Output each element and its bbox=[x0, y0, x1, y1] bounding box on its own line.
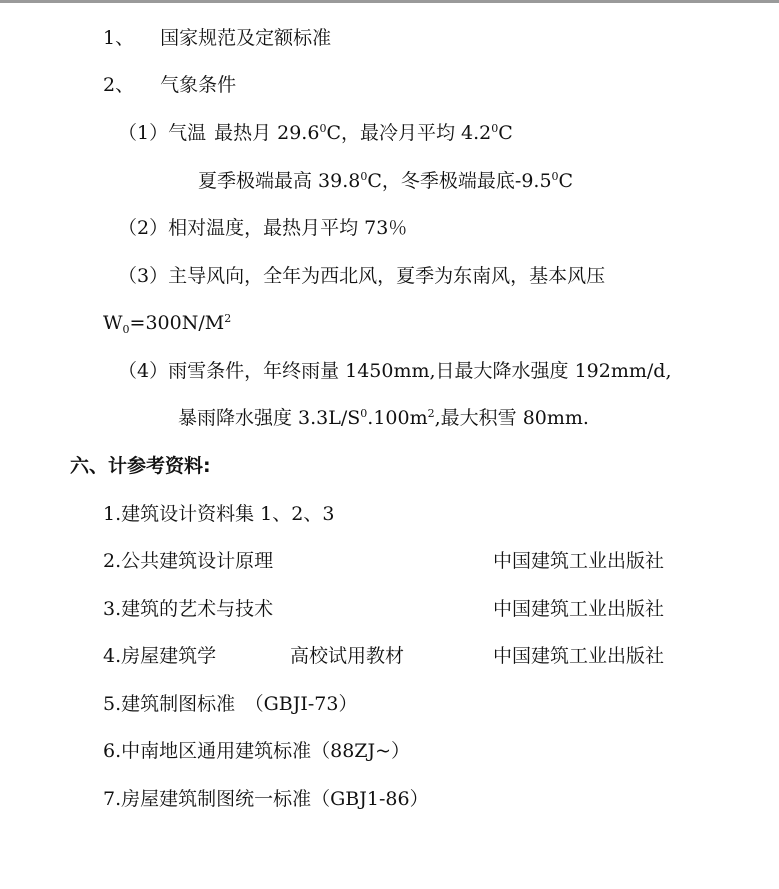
weather-wind: （3）主导风向，全年为西北风，夏季为东南风，基本风压 bbox=[118, 265, 606, 287]
reference-5: 5.建筑制图标准 （GBJI-73） bbox=[103, 693, 358, 715]
reference-3-publisher: 中国建筑工业出版社 bbox=[493, 598, 665, 620]
reference-4: 4.房屋建筑学 bbox=[103, 645, 217, 667]
reference-1: 1.建筑设计资料集 1、2、3 bbox=[103, 503, 335, 525]
reference-3: 3.建筑的艺术与技术 bbox=[103, 598, 274, 620]
weather-humidity: （2）相对温度，最热月平均 73％ bbox=[118, 217, 408, 239]
item-1-text: 国家规范及定额标准 bbox=[160, 27, 332, 49]
item-2-number: 2、 bbox=[103, 74, 135, 96]
temperature-label: （1）气温 bbox=[118, 122, 207, 144]
reference-4-note: 高校试用教材 bbox=[290, 645, 405, 667]
weather-wind-pressure: $W_0=300N/M^2$ bbox=[103, 312, 232, 336]
reference-2-publisher: 中国建筑工业出版社 bbox=[493, 550, 665, 572]
weather-rainstorm: 暴雨降水强度 $3.3L/S^0.100m^2$,最大积雪 80mm. bbox=[178, 407, 589, 429]
reference-2: 2.公共建筑设计原理 bbox=[103, 550, 274, 572]
reference-4-publisher: 中国建筑工业出版社 bbox=[493, 645, 665, 667]
weather-temperature: （1）气温 最热月 29.6$^0$C，最冷月平均 $4.2^0C$ bbox=[118, 122, 513, 144]
item-2 bbox=[103, 73, 236, 97]
item-1 bbox=[103, 26, 331, 50]
top-border bbox=[0, 0, 779, 3]
weather-rain: （4）雨雪条件，年终雨量 1450mm,日最大降水强度 192mm/d, bbox=[118, 360, 672, 382]
reference-6: 6.中南地区通用建筑标准（88ZJ~） bbox=[103, 740, 411, 762]
item-1-number: 1、 bbox=[103, 27, 135, 49]
item-2-text: 气象条件 bbox=[160, 74, 237, 96]
section-6-heading: 六、计参考资料: bbox=[70, 455, 211, 477]
reference-7: 7.房屋建筑制图统一标准（GBJ1-86） bbox=[103, 788, 429, 810]
weather-extremes: 夏季极端最高 39.8$^0$C，冬季极端最底$-9.5^0C$ bbox=[198, 170, 574, 192]
